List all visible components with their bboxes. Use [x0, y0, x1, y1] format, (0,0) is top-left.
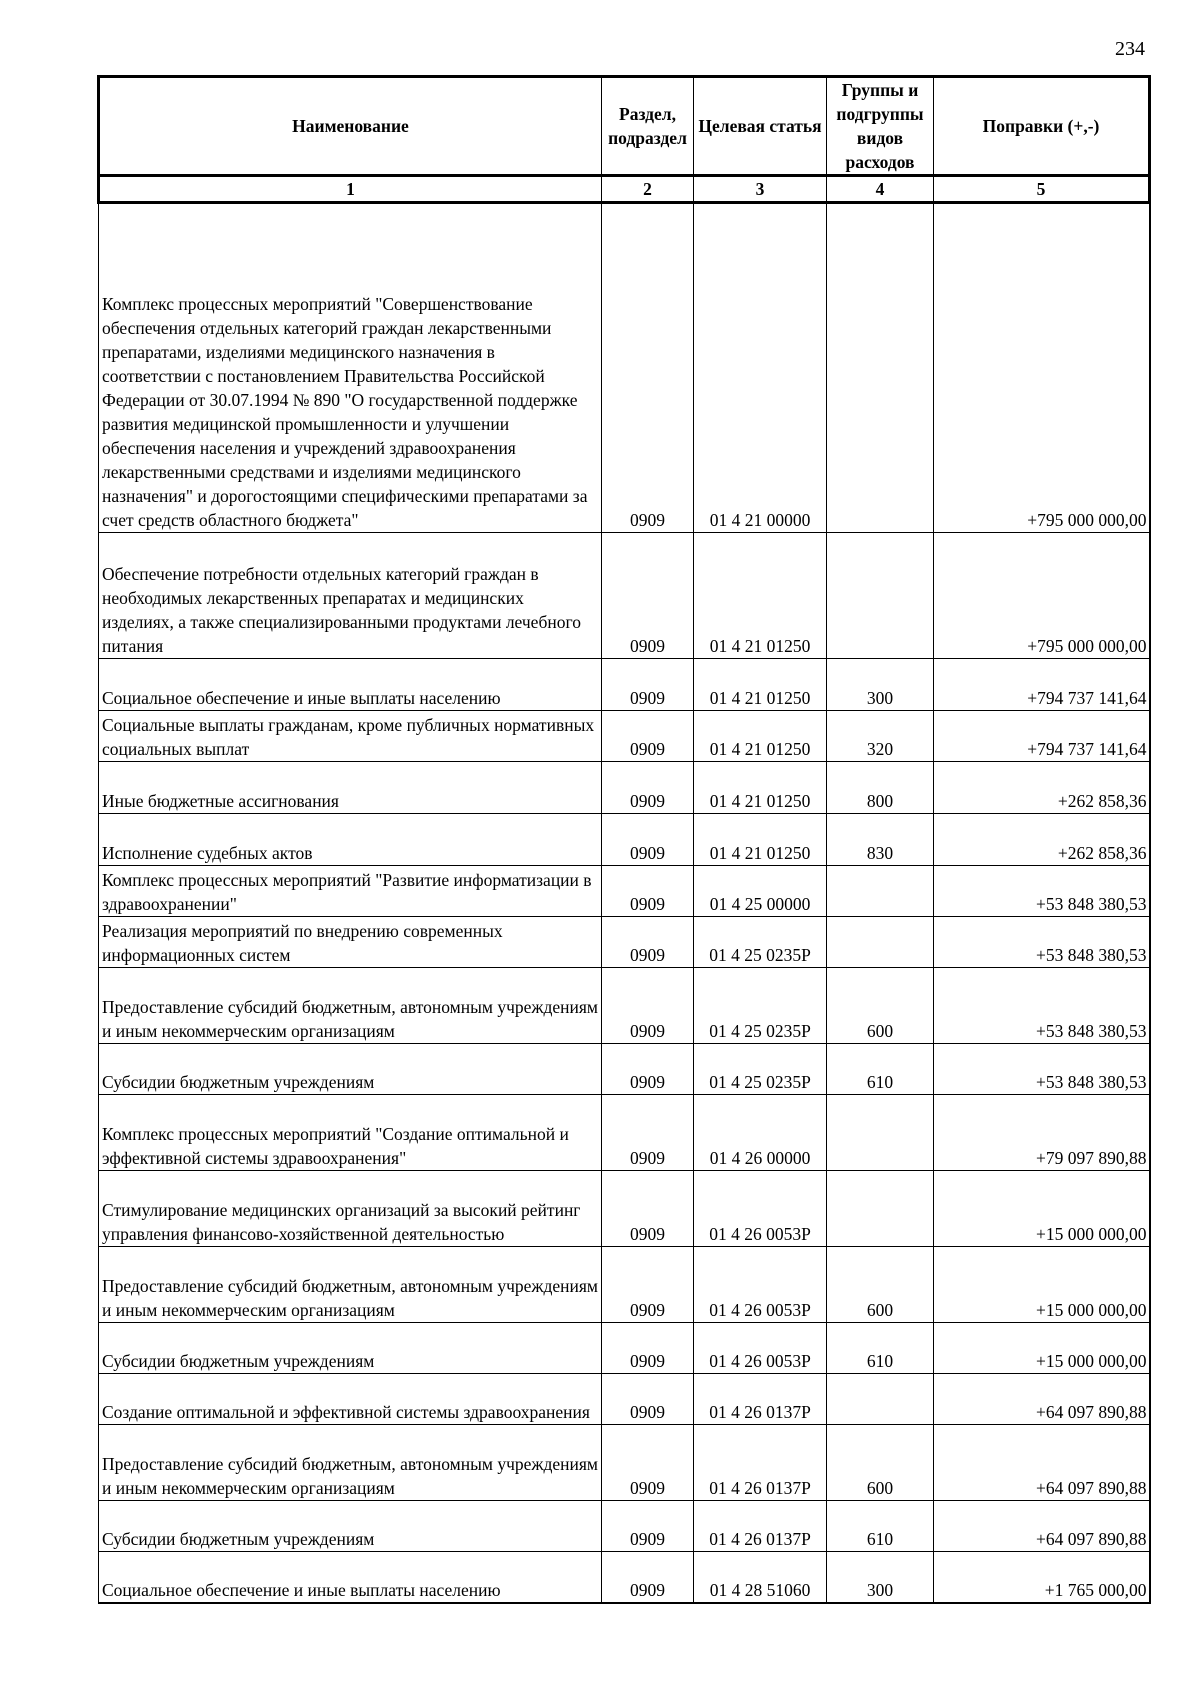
row-name: Комплекс процессных мероприятий "Развитие информатизации в здравоохранении" — [99, 866, 602, 917]
table-row — [99, 1374, 1150, 1425]
table-row — [99, 1425, 1150, 1501]
row-name: Предоставление субсидий бюджетным, автономным учреждениям и иным некоммерческим организациям — [99, 1425, 602, 1501]
row-target-article: 01 4 26 0137Р — [694, 1501, 827, 1552]
row-amount: +262 858,36 — [934, 762, 1150, 814]
row-section: 0909 — [602, 1247, 694, 1323]
row-section: 0909 — [602, 203, 694, 533]
row-expense-group: 600 — [827, 1425, 934, 1501]
row-amount: +64 097 890,88 — [934, 1425, 1150, 1501]
table-row — [99, 917, 1150, 968]
row-target-article: 01 4 26 0053Р — [694, 1247, 827, 1323]
row-amount: +53 848 380,53 — [934, 1044, 1150, 1095]
row-amount: +1 765 000,00 — [934, 1552, 1150, 1603]
row-expense-group: 800 — [827, 762, 934, 814]
row-target-article: 01 4 26 0053Р — [694, 1323, 827, 1374]
row-section: 0909 — [602, 711, 694, 762]
table-header-row — [99, 77, 1150, 176]
row-target-article: 01 4 21 01250 — [694, 762, 827, 814]
row-name: Социальное обеспечение и иные выплаты населению — [99, 659, 602, 711]
row-name: Обеспечение потребности отдельных категорий граждан в необходимых лекарственных препаратах и медицинских изделиях, а также специализированными продуктами лечебного питания — [99, 533, 602, 659]
row-amount: +794 737 141,64 — [934, 711, 1150, 762]
row-section: 0909 — [602, 1374, 694, 1425]
row-amount: +64 097 890,88 — [934, 1501, 1150, 1552]
column-number-row — [99, 176, 1150, 203]
row-target-article: 01 4 26 00000 — [694, 1095, 827, 1171]
row-target-article: 01 4 26 0137Р — [694, 1425, 827, 1501]
table-row — [99, 711, 1150, 762]
row-name: Предоставление субсидий бюджетным, автономным учреждениям и иным некоммерческим организациям — [99, 968, 602, 1044]
table-row — [99, 1095, 1150, 1171]
row-name: Комплекс процессных мероприятий "Совершенствование обеспечения отдельных категорий граждан лекарственными препаратами, изделиями медицинского назначения в соответствии с постановлением Правительства Российской Федерации от 30.07.1994 № 890 "О государственной поддержке развития медицинской промышленности и улучшении обеспечения населения и учреждений здравоохранения лекарственными средствами и изделиями медицинского назначения" и дорогостоящими специфическими препаратами за счет средств областного бюджета" — [99, 203, 602, 533]
row-target-article: 01 4 25 0235Р — [694, 1044, 827, 1095]
row-section: 0909 — [602, 1044, 694, 1095]
row-target-article: 01 4 21 01250 — [694, 711, 827, 762]
table-row — [99, 1247, 1150, 1323]
row-expense-group — [827, 917, 934, 968]
table-row — [99, 762, 1150, 814]
row-section: 0909 — [602, 814, 694, 866]
row-expense-group — [827, 866, 934, 917]
row-section: 0909 — [602, 917, 694, 968]
row-target-article: 01 4 21 00000 — [694, 203, 827, 533]
row-amount: +262 858,36 — [934, 814, 1150, 866]
row-amount: +15 000 000,00 — [934, 1247, 1150, 1323]
row-expense-group — [827, 1171, 934, 1247]
table-row — [99, 1323, 1150, 1374]
row-expense-group — [827, 203, 934, 533]
table-row — [99, 814, 1150, 866]
table-row — [99, 1171, 1150, 1247]
row-section: 0909 — [602, 1095, 694, 1171]
row-name: Комплекс процессных мероприятий "Создание оптимальной и эффективной системы здравоохранения" — [99, 1095, 602, 1171]
row-name: Предоставление субсидий бюджетным, автономным учреждениям и иным некоммерческим организациям — [99, 1247, 602, 1323]
row-target-article: 01 4 25 0235Р — [694, 968, 827, 1044]
column-number: 3 — [694, 176, 827, 203]
row-amount: +53 848 380,53 — [934, 917, 1150, 968]
page-number: 234 — [1115, 38, 1145, 60]
row-name: Субсидии бюджетным учреждениям — [99, 1501, 602, 1552]
budget-amendments-table — [97, 75, 1151, 1604]
row-name: Стимулирование медицинских организаций за высокий рейтинг управления финансово-хозяйственной деятельностью — [99, 1171, 602, 1247]
row-expense-group: 300 — [827, 1552, 934, 1603]
row-expense-group: 610 — [827, 1323, 934, 1374]
column-number: 2 — [602, 176, 694, 203]
table-row — [99, 1044, 1150, 1095]
row-section: 0909 — [602, 659, 694, 711]
row-name: Социальное обеспечение и иные выплаты населению — [99, 1552, 602, 1603]
row-section: 0909 — [602, 1501, 694, 1552]
row-amount: +79 097 890,88 — [934, 1095, 1150, 1171]
row-section: 0909 — [602, 866, 694, 917]
row-target-article: 01 4 21 01250 — [694, 533, 827, 659]
table-row — [99, 1501, 1150, 1552]
row-expense-group: 320 — [827, 711, 934, 762]
column-number: 5 — [934, 176, 1150, 203]
header-expense-groups: Группы и подгруппы видов расходов — [827, 77, 934, 176]
row-amount: +795 000 000,00 — [934, 203, 1150, 533]
row-target-article: 01 4 21 01250 — [694, 814, 827, 866]
row-expense-group — [827, 533, 934, 659]
row-expense-group: 300 — [827, 659, 934, 711]
table-row — [99, 968, 1150, 1044]
row-section: 0909 — [602, 762, 694, 814]
table-row — [99, 203, 1150, 533]
header-section: Раздел, подраздел — [602, 77, 694, 176]
row-amount: +794 737 141,64 — [934, 659, 1150, 711]
header-target-article: Целевая статья — [694, 77, 827, 176]
column-number: 1 — [99, 176, 602, 203]
row-expense-group: 610 — [827, 1044, 934, 1095]
row-name: Реализация мероприятий по внедрению современных информационных систем — [99, 917, 602, 968]
row-expense-group: 600 — [827, 968, 934, 1044]
row-section: 0909 — [602, 1323, 694, 1374]
row-amount: +15 000 000,00 — [934, 1171, 1150, 1247]
row-section: 0909 — [602, 968, 694, 1044]
row-name: Социальные выплаты гражданам, кроме публичных нормативных социальных выплат — [99, 711, 602, 762]
row-section: 0909 — [602, 1171, 694, 1247]
row-expense-group — [827, 1095, 934, 1171]
table-row — [99, 866, 1150, 917]
row-name: Исполнение судебных актов — [99, 814, 602, 866]
row-name: Субсидии бюджетным учреждениям — [99, 1044, 602, 1095]
row-amount: +53 848 380,53 — [934, 866, 1150, 917]
row-target-article: 01 4 26 0137Р — [694, 1374, 827, 1425]
table-row — [99, 533, 1150, 659]
row-target-article: 01 4 25 00000 — [694, 866, 827, 917]
column-number: 4 — [827, 176, 934, 203]
row-section: 0909 — [602, 1425, 694, 1501]
header-amendments: Поправки (+,-) — [934, 77, 1150, 176]
row-name: Субсидии бюджетным учреждениям — [99, 1323, 602, 1374]
row-section: 0909 — [602, 1552, 694, 1603]
row-name: Иные бюджетные ассигнования — [99, 762, 602, 814]
row-amount: +64 097 890,88 — [934, 1374, 1150, 1425]
row-amount: +53 848 380,53 — [934, 968, 1150, 1044]
row-expense-group: 830 — [827, 814, 934, 866]
row-expense-group — [827, 1374, 934, 1425]
row-target-article: 01 4 26 0053Р — [694, 1171, 827, 1247]
row-target-article: 01 4 28 51060 — [694, 1552, 827, 1603]
header-name: Наименование — [99, 77, 602, 176]
row-expense-group: 600 — [827, 1247, 934, 1323]
table-row — [99, 1552, 1150, 1603]
row-amount: +795 000 000,00 — [934, 533, 1150, 659]
row-name: Создание оптимальной и эффективной системы здравоохранения — [99, 1374, 602, 1425]
row-expense-group: 610 — [827, 1501, 934, 1552]
row-amount: +15 000 000,00 — [934, 1323, 1150, 1374]
row-target-article: 01 4 21 01250 — [694, 659, 827, 711]
row-target-article: 01 4 25 0235Р — [694, 917, 827, 968]
row-section: 0909 — [602, 533, 694, 659]
table-row — [99, 659, 1150, 711]
